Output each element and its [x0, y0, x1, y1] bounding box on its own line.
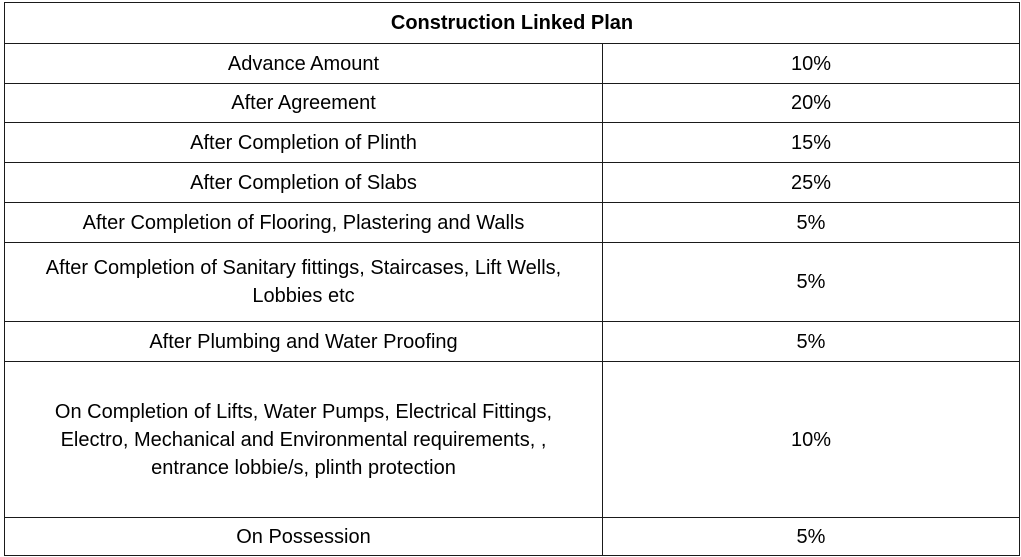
- table-row: [5, 44, 1020, 84]
- stage-cell: On Possession: [5, 518, 603, 556]
- table-row: [5, 84, 1020, 123]
- percent-cell: 5%: [603, 518, 1020, 556]
- table-row: [5, 243, 1020, 322]
- table-row: [5, 518, 1020, 556]
- percent-cell: 25%: [603, 163, 1020, 203]
- percent-cell: 5%: [603, 243, 1020, 322]
- table-title-row: [5, 3, 1020, 44]
- percent-cell: 10%: [603, 44, 1020, 84]
- table-title: Construction Linked Plan: [5, 3, 1020, 44]
- table-row: [5, 322, 1020, 362]
- table-row: [5, 163, 1020, 203]
- percent-cell: 10%: [603, 362, 1020, 518]
- stage-cell: After Agreement: [5, 84, 603, 123]
- percent-cell: 5%: [603, 203, 1020, 243]
- table-row: [5, 123, 1020, 163]
- stage-cell: After Completion of Slabs: [5, 163, 603, 203]
- stage-cell: After Plumbing and Water Proofing: [5, 322, 603, 362]
- construction-linked-plan-table: [4, 2, 1020, 556]
- stage-cell: Advance Amount: [5, 44, 603, 84]
- stage-cell: On Completion of Lifts, Water Pumps, Electrical Fittings, Electro, Mechanical and Environmental requirements, , entrance lobbie/s, plinth protection: [5, 362, 603, 518]
- stage-cell: After Completion of Flooring, Plastering and Walls: [5, 203, 603, 243]
- table-row: [5, 362, 1020, 518]
- percent-cell: 5%: [603, 322, 1020, 362]
- stage-cell: After Completion of Plinth: [5, 123, 603, 163]
- percent-cell: 15%: [603, 123, 1020, 163]
- percent-cell: 20%: [603, 84, 1020, 123]
- table-row: [5, 203, 1020, 243]
- stage-cell: After Completion of Sanitary fittings, Staircases, Lift Wells, Lobbies etc: [5, 243, 603, 322]
